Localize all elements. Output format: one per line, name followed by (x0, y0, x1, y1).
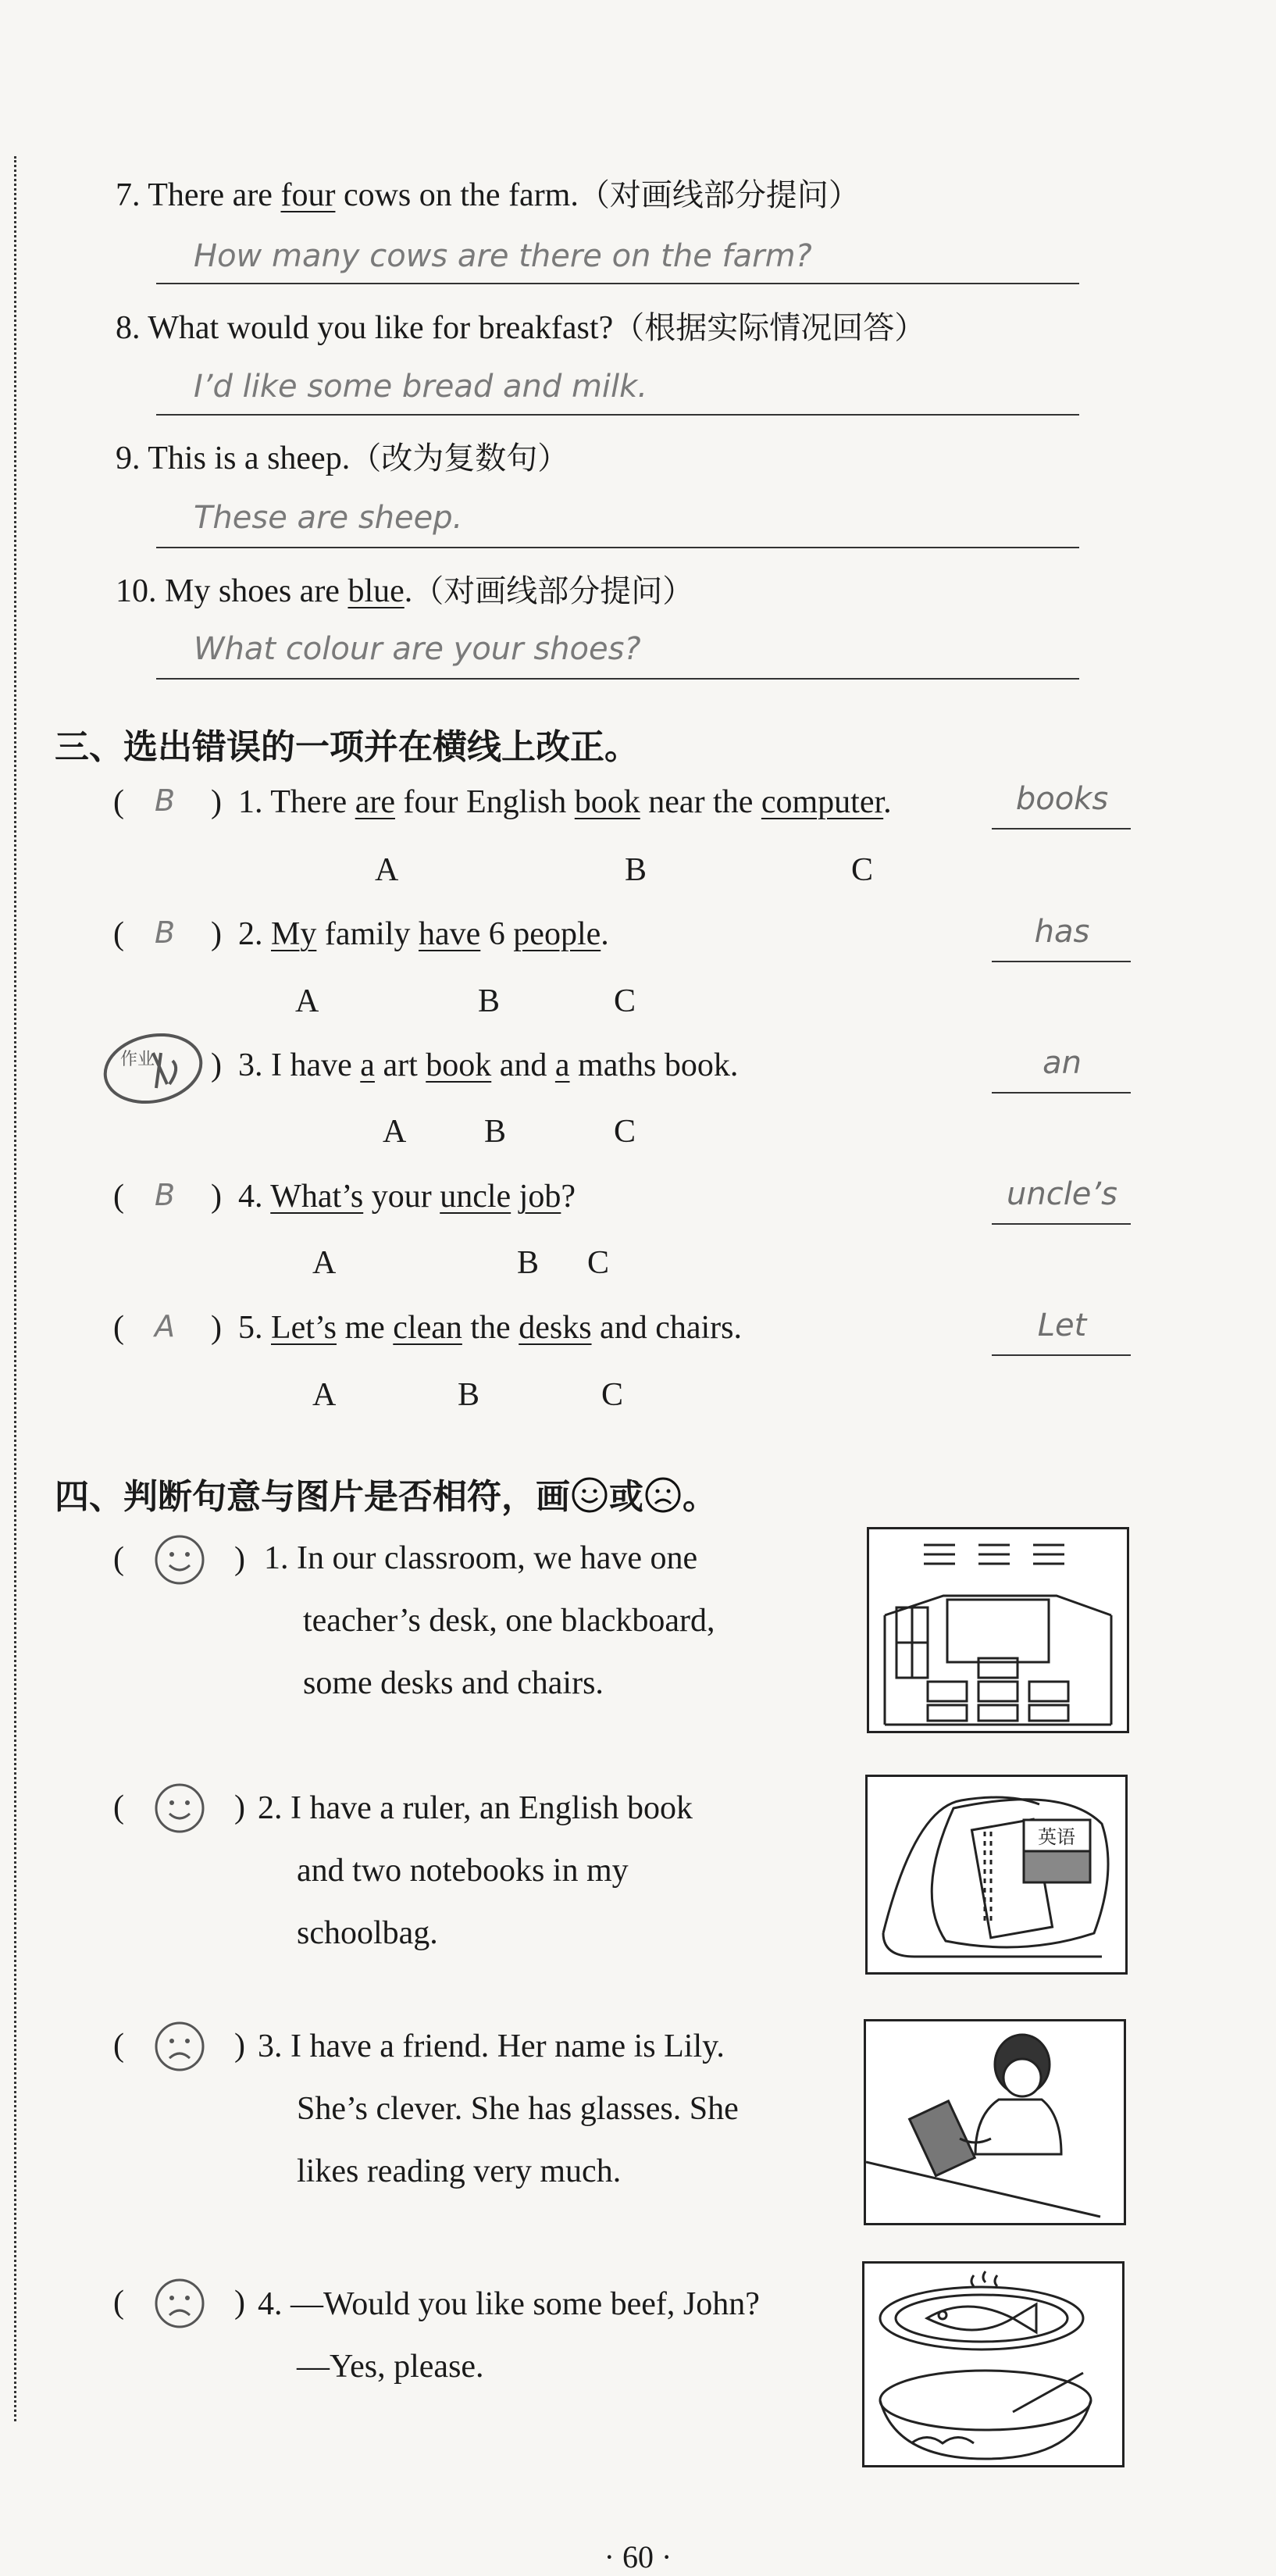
choice-answer: B (155, 1178, 176, 1212)
correction-3: an (1043, 1045, 1082, 1081)
error-sentence-1: 1. There are four English book near the computer. (238, 784, 892, 820)
correction-4: uncle’s (1007, 1176, 1117, 1212)
option-label: A (312, 1245, 337, 1281)
statement-1: 1. In our classroom, we have one teacher’s desk, one blackboard, some desks and chairs. (264, 1540, 715, 1701)
question-10: 10. My shoes are blue.（对画线部分提问） (116, 573, 694, 609)
answer-paren-open: ( (113, 1179, 124, 1215)
option-label: A (312, 1377, 337, 1413)
answer-paren-open: ( (113, 916, 124, 952)
fish-and-soup-picture (862, 2261, 1125, 2467)
book-label: 英语 (1038, 1826, 1075, 1848)
answer-paren-open: ( (113, 1310, 124, 1346)
classroom-picture (867, 1527, 1129, 1733)
answer-paren-open: ( (113, 2028, 124, 2064)
answer-paren-open: ( (113, 2285, 124, 2321)
answer-paren-close: ) (211, 1310, 222, 1346)
option-label: A (295, 983, 319, 1019)
question-7: 7. There are four cows on the farm.（对画线部分提问） (116, 177, 860, 213)
option-label: C (614, 1114, 636, 1150)
answer-paren-close: ) (234, 1541, 245, 1577)
correction-2: has (1034, 914, 1090, 950)
smiley-face-icon (152, 1532, 207, 1591)
correction-line-2 (992, 961, 1131, 962)
binding-margin-line (14, 156, 16, 2421)
answer-line-8 (156, 414, 1079, 416)
answer-paren-open: ( (113, 1789, 124, 1825)
answer-paren-close: ) (211, 1047, 222, 1083)
error-sentence-5: 5. Let’s me clean the desks and chairs. (238, 1310, 742, 1346)
error-sentence-2: 2. My family have 6 people. (238, 916, 609, 952)
answer-paren-open: ( (113, 1541, 124, 1577)
answer-7: How many cows are there on the farm? (194, 238, 812, 274)
girl-reading-picture (864, 2019, 1126, 2225)
option-label: C (601, 1377, 624, 1413)
stamp-text: 作业 (120, 1050, 155, 1069)
answer-paren-close: ) (211, 1179, 222, 1215)
answer-9: These are sheep. (194, 500, 463, 536)
answer-line-7 (156, 283, 1079, 284)
statement-4: 4. —Would you like some beef, John? —Yes, please. (258, 2286, 760, 2385)
sad-face-icon (643, 1475, 683, 1523)
correction-line-5 (992, 1354, 1131, 1356)
question-9: 9. This is a sheep.（改为复数句） (116, 441, 569, 476)
option-label: C (614, 983, 636, 1019)
answer-line-9 (156, 547, 1079, 548)
answer-paren-close: ) (211, 784, 222, 820)
smiley-face-icon (152, 1781, 207, 1839)
choice-answer: A (155, 1309, 175, 1343)
homework-stamp (98, 1029, 208, 1108)
option-label: B (517, 1245, 540, 1281)
answer-10: What colour are your shoes? (194, 631, 641, 667)
correction-line-1 (992, 828, 1131, 830)
section-3-heading: 三、选出错误的一项并在横线上改正。 (55, 727, 639, 767)
option-label: B (484, 1114, 507, 1150)
section-4-heading: 四、判断句意与图片是否相符，画 或 。 (55, 1468, 717, 1523)
correction-5: Let (1037, 1308, 1087, 1343)
option-label: B (478, 983, 501, 1019)
option-label: B (625, 852, 647, 888)
correction-line-4 (992, 1223, 1131, 1225)
option-label: A (383, 1114, 407, 1150)
answer-paren-close: ) (211, 916, 222, 952)
statement-3: 3. I have a friend. Her name is Lily. She’s clever. She has glasses. She likes reading very much. (258, 2028, 739, 2189)
page-number: · 60 · (604, 2539, 672, 2574)
option-label: A (375, 852, 399, 888)
sad-face-icon (152, 2276, 207, 2335)
choice-answer: B (155, 783, 176, 818)
answer-paren-close: ) (234, 2285, 245, 2321)
question-8: 8. What would you like for breakfast?（根据实际情况回答） (116, 310, 926, 346)
error-sentence-3: 3. I have a art book and a maths book. (238, 1047, 739, 1083)
sad-face-icon (152, 2019, 207, 2078)
statement-2: 2. I have a ruler, an English book and two notebooks in my schoolbag. (258, 1790, 693, 1951)
error-sentence-4: 4. What’s your uncle job? (238, 1179, 576, 1215)
correction-1: books (1015, 781, 1109, 817)
option-label: C (851, 852, 874, 888)
choice-answer: B (155, 915, 176, 950)
correction-line-3 (992, 1092, 1131, 1094)
option-label: B (458, 1377, 480, 1413)
option-label: C (587, 1245, 610, 1281)
answer-paren-close: ) (234, 1789, 245, 1825)
smiley-face-icon (570, 1475, 609, 1523)
answer-8: I’d like some bread and milk. (194, 369, 648, 405)
answer-line-10 (156, 678, 1079, 680)
answer-paren-close: ) (234, 2028, 245, 2064)
answer-paren-open: ( (113, 784, 124, 820)
schoolbag-picture (865, 1775, 1128, 1975)
